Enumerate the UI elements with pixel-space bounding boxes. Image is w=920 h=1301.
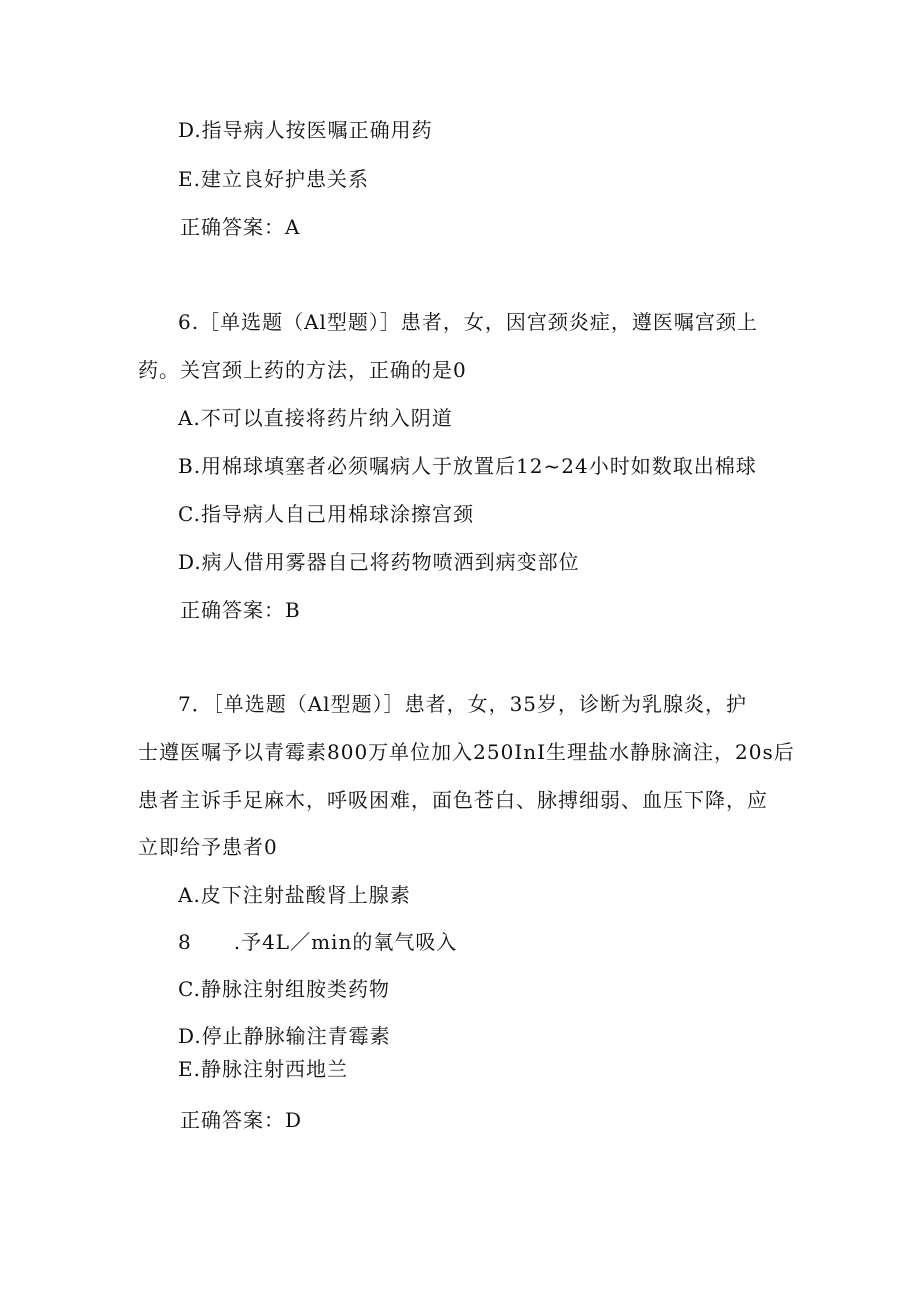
question-6-option-b: B.用棉球填塞者必须嘱病人于放置后12~24小时如数取出棉球 bbox=[178, 454, 757, 478]
option-e: E.建立良好护患关系 bbox=[178, 167, 369, 191]
question-7-stem-line-4: 立即给予患者0 bbox=[138, 835, 278, 859]
question-7-answer: 正确答案：D bbox=[180, 1108, 303, 1132]
question-6-stem-line-2: 药。关宫颈上药的方法，正确的是0 bbox=[138, 358, 467, 382]
question-7-option-a: A.皮下注射盐酸肾上腺素 bbox=[178, 883, 411, 907]
question-7-option-c: C.静脉注射组胺类药物 bbox=[178, 977, 390, 1001]
answer-line: 正确答案：A bbox=[180, 215, 301, 239]
option-d: D.指导病人按医嘱正确用药 bbox=[178, 118, 433, 142]
question-6-answer: 正确答案：B bbox=[180, 598, 301, 622]
question-7-stem-line-2: 士遵医嘱予以青霉素800万单位加入250InI生理盐水静脉滴注，20s后 bbox=[138, 740, 795, 764]
question-7-option-d: D.停止静脉输注青霉素 bbox=[178, 1024, 391, 1048]
question-7-stem-line-1: 7．［单选题（Al型题）］患者，女，35岁，诊断为乳腺炎，护 bbox=[178, 692, 748, 716]
question-6-option-a: A.不可以直接将药片纳入阴道 bbox=[178, 406, 453, 430]
question-6-option-d: D.病人借用雾器自己将药物喷洒到病变部位 bbox=[178, 550, 580, 574]
question-7-option-e: E.静脉注射西地兰 bbox=[178, 1057, 348, 1081]
question-6-option-c: C.指导病人自己用棉球涂擦宫颈 bbox=[178, 502, 474, 526]
question-6-stem-line-1: 6.［单选题（Al型题）］患者，女，因宫颈炎症，遵医嘱宫颈上 bbox=[178, 310, 758, 334]
question-7-option-b: 8 .予4L／min的氧气吸入 bbox=[178, 930, 458, 954]
question-7-stem-line-3: 患者主诉手足麻木，呼吸困难，面色苍白、脉搏细弱、血压下降，应 bbox=[138, 788, 768, 812]
